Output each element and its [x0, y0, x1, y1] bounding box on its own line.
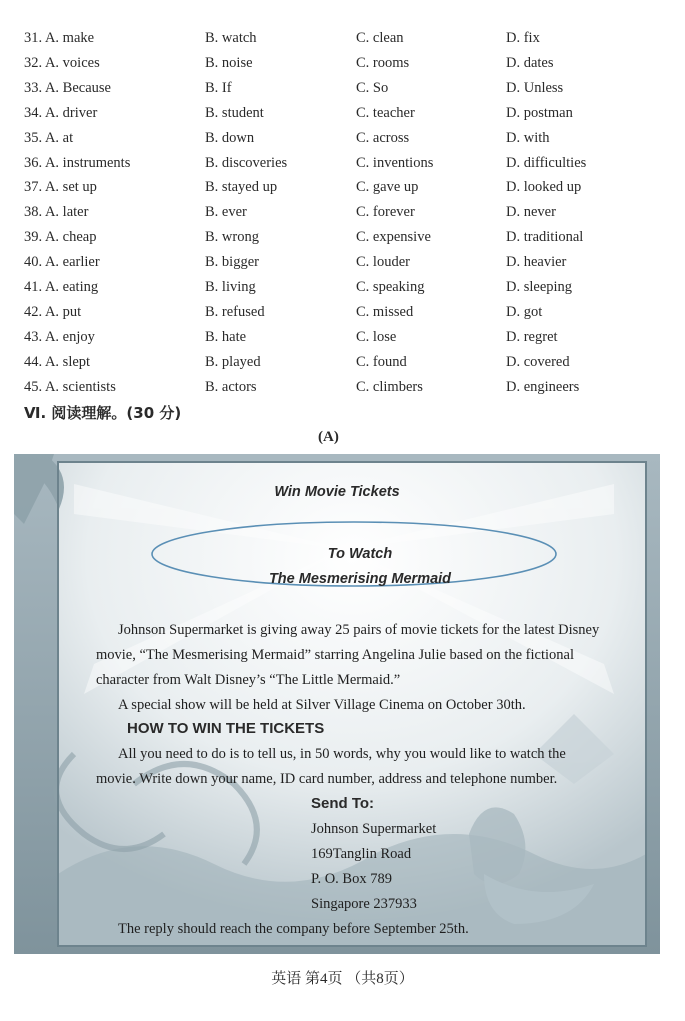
option-c: C. louder	[356, 254, 410, 271]
option-a: 39. A. cheap	[24, 229, 97, 246]
address-line: Johnson Supermarket	[311, 821, 437, 837]
option-c: C. across	[356, 129, 410, 146]
option-b: B. living	[205, 279, 256, 295]
paragraph-1-line-3: character from Walt Disney’s “The Little Mermaid.”	[96, 672, 401, 688]
address-line: 169Tanglin Road	[311, 846, 412, 862]
question-row	[0, 329, 685, 354]
option-d: D. engineers	[506, 378, 580, 395]
option-b: B. played	[205, 353, 261, 370]
option-d: D. covered	[506, 353, 570, 370]
paragraph-3-line-2: movie. Write down your name, ID card number, address and telephone number.	[96, 771, 558, 787]
option-b: B. If	[205, 79, 232, 96]
reply-deadline: The reply should reach the company before September 25th.	[118, 921, 469, 937]
option-a: 32. A. voices	[24, 54, 100, 71]
paragraph-1-line-1: Johnson Supermarket is giving away 25 pairs of movie tickets for the latest Disney	[118, 622, 600, 638]
option-d: D. fix	[506, 30, 540, 46]
option-a: 44. A. slept	[24, 353, 91, 370]
poster-subtitle-line2: The Mesmerising Mermaid	[268, 571, 452, 587]
option-b: B. ever	[205, 204, 247, 221]
part-label: (A)	[318, 429, 339, 445]
option-c: C. lose	[356, 328, 397, 345]
option-c: C. missed	[356, 303, 414, 320]
option-d: D. Unless	[506, 79, 564, 96]
page-footer: 英语 第4页 （共8页）	[271, 971, 414, 987]
option-d: D. regret	[506, 328, 558, 345]
option-c: C. gave up	[356, 179, 419, 196]
paragraph-3-line-1: All you need to do is to tell us, in 50 words, why you would like to watch the	[118, 746, 566, 762]
option-c: C. teacher	[356, 104, 415, 121]
option-d: D. got	[506, 303, 543, 320]
option-b: B. hate	[205, 328, 247, 345]
question-row	[0, 254, 685, 279]
option-d: D. dates	[506, 54, 554, 71]
option-a: 35. A. at	[24, 129, 74, 146]
option-a: 33. A. Because	[24, 79, 111, 96]
question-row	[0, 229, 685, 254]
question-row	[0, 179, 685, 204]
question-row	[0, 379, 685, 404]
question-row	[0, 304, 685, 329]
option-a: 38. A. later	[24, 204, 89, 221]
question-row	[0, 30, 685, 55]
question-row	[0, 204, 685, 229]
option-b: B. actors	[205, 378, 257, 395]
option-d: D. difficulties	[506, 154, 587, 171]
option-c: C. forever	[356, 204, 415, 221]
option-c: C. found	[356, 353, 407, 370]
option-a: 43. A. enjoy	[24, 328, 95, 345]
poster-title: Win Movie Tickets	[274, 484, 400, 500]
option-c: C. inventions	[356, 154, 434, 171]
option-c: C. clean	[356, 30, 404, 46]
option-a: 40. A. earlier	[24, 254, 100, 271]
poster-subtitle-line1: To Watch	[327, 546, 393, 562]
question-row	[0, 279, 685, 304]
question-row	[0, 354, 685, 379]
option-b: B. discoveries	[205, 154, 288, 171]
option-b: B. student	[205, 104, 264, 121]
howto-heading: HOW TO WIN THE TICKETS	[127, 720, 325, 737]
option-a: 41. A. eating	[24, 279, 99, 295]
option-c: C. speaking	[356, 279, 425, 295]
option-a: 37. A. set up	[24, 179, 97, 196]
option-d: D. heavier	[506, 254, 567, 271]
question-row	[0, 105, 685, 130]
option-c: C. rooms	[356, 54, 410, 71]
question-row	[0, 80, 685, 105]
option-d: D. looked up	[506, 179, 582, 196]
option-d: D. traditional	[506, 229, 584, 246]
option-c: C. climbers	[356, 378, 423, 395]
option-d: D. postman	[506, 104, 573, 121]
sendto-heading: Send To:	[311, 795, 375, 812]
option-b: B. down	[205, 129, 255, 146]
movie-poster	[14, 454, 660, 954]
option-b: B. watch	[205, 30, 257, 46]
option-d: D. with	[506, 129, 550, 146]
option-d: D. sleeping	[506, 279, 573, 295]
option-c: C. So	[356, 79, 389, 96]
address-line: Singapore 237933	[311, 896, 417, 912]
question-row	[0, 130, 685, 155]
option-b: B. stayed up	[205, 179, 278, 196]
option-a: 42. A. put	[24, 303, 82, 320]
option-a: 31. A. make	[24, 30, 95, 46]
question-row	[0, 155, 685, 180]
option-d: D. never	[506, 204, 556, 221]
section-title: Ⅵ. 阅读理解。(30 分)	[24, 404, 182, 422]
paragraph-1-line-2: movie, “The Mesmerising Mermaid” starring Angelina Julie based on the fictional	[96, 647, 574, 663]
option-b: B. refused	[205, 303, 265, 320]
option-a: 45. A. scientists	[24, 378, 116, 395]
option-b: B. noise	[205, 54, 253, 71]
option-c: C. expensive	[356, 229, 431, 246]
option-b: B. wrong	[205, 229, 259, 246]
option-a: 36. A. instruments	[24, 154, 131, 171]
option-b: B. bigger	[205, 254, 259, 271]
question-row	[0, 55, 685, 80]
paragraph-2: A special show will be held at Silver Village Cinema on October 30th.	[118, 697, 526, 713]
option-a: 34. A. driver	[24, 104, 98, 121]
address-line: P. O. Box 789	[311, 871, 392, 887]
